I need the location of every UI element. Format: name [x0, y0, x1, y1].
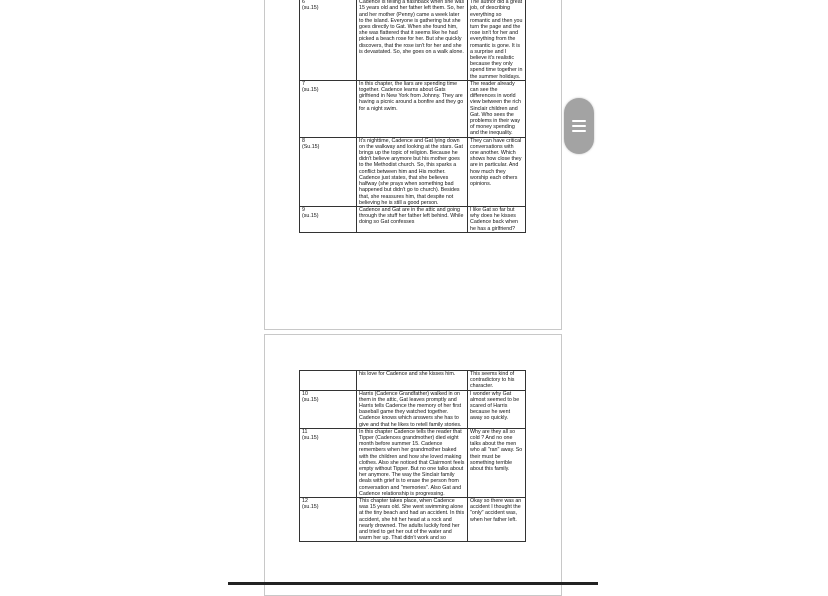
- reaction-cell: The reader already can see the differences in world view between the rich Sinclair children and Gat. Who sees the problems in their way of money spending and the inequality.: [468, 80, 526, 137]
- table-row: [300, 371, 526, 391]
- reaction-cell: This seems kind of contradictory to his character.: [468, 371, 526, 391]
- table-row: [300, 390, 526, 428]
- table-row: [300, 206, 526, 232]
- reaction-cell: Okay so there was an accident I thought the "only" accident was, when her father left.: [468, 498, 526, 542]
- bottom-divider: [228, 582, 598, 585]
- summary-cell: In this chapter Cadence tells the reader that Tipper (Cadences grandmother) died eight month before summer 15. Cadence remembers when her grandmother baked with the children and how she loved making clothes. Also she noticed that Clairmont feels empty without Tipper. But no one talks about her anymore. The way the Sinclair family deals with grief is to erase the person from conversation and "memories". Also Gat and Cadence relationship is progressing.: [357, 428, 468, 497]
- table-row: [300, 498, 526, 542]
- summary-cell: It's nighttime, Cadence and Gat lying down on the walkway and looking at the stars. Gat brings up the topic of religion. Because he didn't believe anymore but his mother goes to the Methodist church. So, this sparks a conflict between him and His mother. Cadence just states, that she believes halfway (she prays when something bad happened but didn't go to church). Besides that, she reassures him, that despite not believing he is still a good person.: [357, 137, 468, 206]
- chapter-number: 9: [302, 206, 305, 213]
- reading-log-table-2: [299, 370, 526, 542]
- reaction-cell: The author did a great job, of describing everything so romantic and then you turn the page and the rose isn't for her and everything from the romantic is gone. It is a surprise and I believe it's realistic because they only spend time together in the summer holidays.: [468, 0, 526, 80]
- summary-cell: This chapter takes place, when Cadence was 15 years old. She went swimming alone at the tiny beach and had an accident. In this accident, she hit her head at a rock and nearly drowned. The adults luckily fond her and tried to get her out of the water and warm her up. That didn't work and so: [357, 498, 468, 542]
- chapter-cell: [300, 390, 357, 428]
- chapter-date: (su.15): [302, 213, 319, 220]
- chapter-cell: [300, 498, 357, 542]
- chapter-cell: [300, 137, 357, 206]
- document-page-2: [264, 334, 562, 596]
- chapter-cell: [300, 206, 357, 232]
- chapter-cell: [300, 371, 357, 391]
- table-row: [300, 137, 526, 206]
- chapter-number: 8: [302, 137, 305, 144]
- scroll-handle[interactable]: [564, 98, 594, 154]
- document-page-1: [264, 0, 562, 330]
- chapter-number: 7: [302, 80, 305, 87]
- reaction-cell: They can have critical conversations with one another. Which shows how close they are in particular. And how much they worship each others opinions.: [468, 137, 526, 206]
- chapter-date: (su.15): [302, 396, 319, 403]
- chapter-number: 10: [302, 390, 308, 397]
- summary-cell: Cadence and Gat are in the attic and going through the stuff her father left behind. While doing so Gat confesses: [357, 206, 468, 232]
- chapter-date: (su.15): [302, 435, 319, 442]
- summary-cell: Harris (Cadence Grandfather) walked in on them in the attic, Gat leaves promptly and Harris tells Cadence the memory of her first baseball game they watched together. Cadence knows which answers she has to give and that he likes to retell family stories.: [357, 390, 468, 428]
- summary-cell: his love for Cadence and she kisses him.: [357, 371, 468, 391]
- hamburger-icon: [572, 120, 586, 122]
- chapter-date: (Su.15): [302, 143, 320, 150]
- summary-cell: In this chapter, the liars are spending time together. Cadence learns about Gats girlfriend in New York from Johnny. They are having a picnic around a bonfire and they go for a night swim.: [357, 80, 468, 137]
- chapter-number: 6: [302, 0, 305, 6]
- chapter-cell: [300, 0, 357, 80]
- table-row: [300, 0, 526, 80]
- table-row: [300, 80, 526, 137]
- chapter-number: 11: [302, 428, 308, 435]
- reaction-cell: I like Gat so far but why does he kisses Cadence back when he has a girlfriend?: [468, 206, 526, 232]
- reaction-cell: Why are they all so cold ? And no one talks about the men who all "ran" away. So their must be something terrible about this family.: [468, 428, 526, 497]
- chapter-date: (su.15): [302, 5, 319, 12]
- chapter-date: (su.15): [302, 504, 319, 511]
- hamburger-icon: [572, 130, 586, 132]
- hamburger-icon: [572, 125, 586, 127]
- reaction-cell: I wonder why Gat almost seemed to be scared of Harris because he went away so quickly.: [468, 390, 526, 428]
- chapter-date: (su.15): [302, 87, 319, 94]
- table-row: [300, 428, 526, 497]
- chapter-cell: [300, 80, 357, 137]
- reading-log-table-1: [299, 0, 526, 233]
- chapter-cell: [300, 428, 357, 497]
- summary-cell: Cadence is telling a flashback when she was 15 years old and her father left them. So, her and her mother (Penny) came a week later to the island. Everyone is gathering but she goes directly to Gat. When she found him, she was flattered that it seems like he had picked a beach rose for her. But she quickly discovers, that the rose isn't for her and she is devastated. So, she goes on a walk alone.: [357, 0, 468, 80]
- chapter-number: 12: [302, 498, 308, 505]
